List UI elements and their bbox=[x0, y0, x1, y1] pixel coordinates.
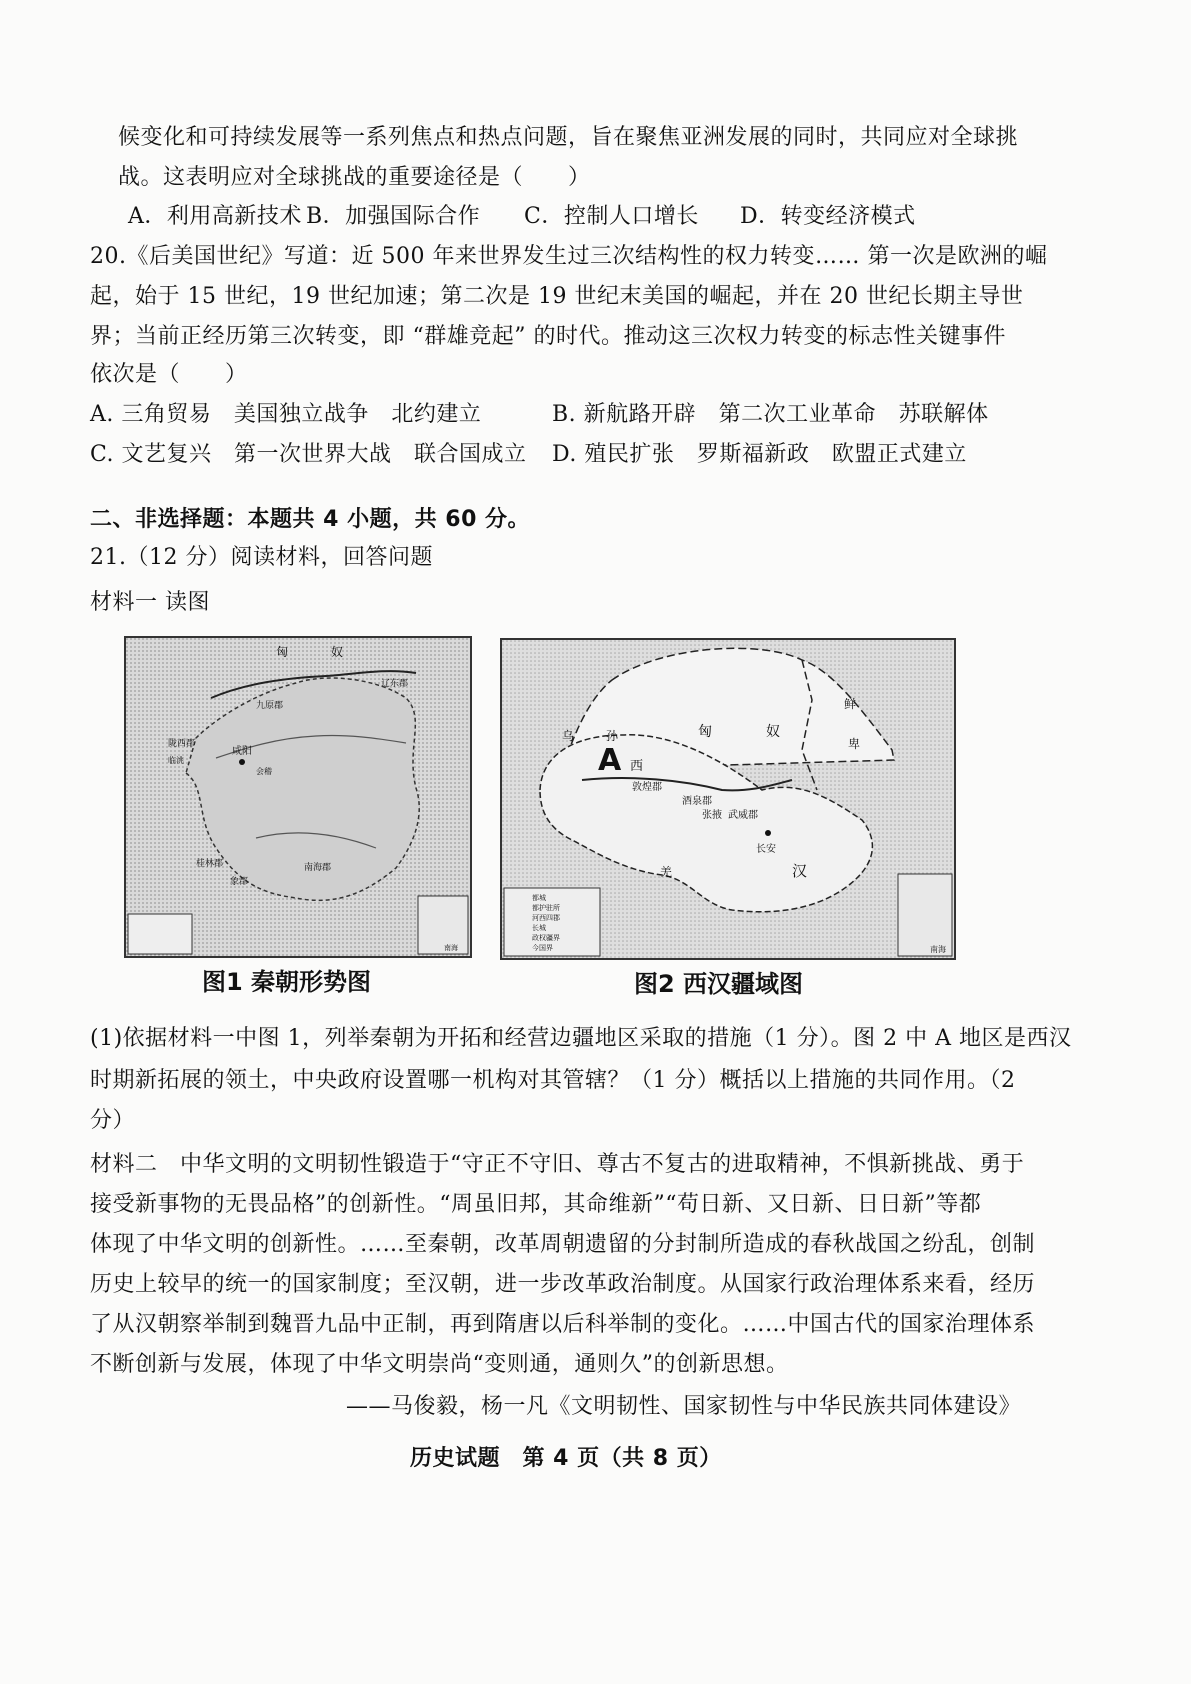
han-label-jiuquan: 酒泉郡 bbox=[682, 796, 712, 807]
han-label-nu: 奴 bbox=[766, 724, 780, 740]
qin-label-nanhai-jun: 南海郡 bbox=[304, 863, 332, 873]
q21-sub1-line-1: (1)依据材料一中图 1，列举秦朝为开拓和经营边疆地区采取的措施（1 分）。图 2 中 A 地区是西汉 bbox=[90, 1026, 1072, 1051]
q20-line-3: 界；当前正经历第三次转变，即 “群雄竞起” 的时代。推动这三次权力转变的标志性关键事件 bbox=[90, 324, 1006, 349]
han-capital-marker bbox=[765, 830, 771, 836]
han-label-a: A bbox=[598, 743, 622, 778]
map-1-caption: 图1 秦朝形势图 bbox=[202, 968, 372, 996]
han-label-nanhai: 南海 bbox=[930, 945, 946, 954]
q19-options bbox=[128, 202, 1028, 232]
material-2-line-3: 体现了中华文明的创新性。……至秦朝，改革周朝遗留的分封制所造成的春秋战国之纷乱，创制 bbox=[90, 1232, 1036, 1257]
map-2-caption: 图2 西汉疆域图 bbox=[634, 970, 804, 998]
q19-option-a: A．利用高新技术 bbox=[128, 204, 302, 229]
qin-label-lintao: 临洮 bbox=[168, 756, 184, 765]
qin-label-liaodong: 辽东郡 bbox=[381, 679, 409, 689]
han-label-bei: 卑 bbox=[848, 737, 861, 751]
han-label-changan: 长安 bbox=[756, 844, 776, 855]
han-label-han: 汉 bbox=[792, 862, 808, 880]
han-legend-modern-border: 今国界 bbox=[532, 944, 553, 952]
han-legend-border: 政权疆界 bbox=[532, 934, 560, 942]
material-2-line-1: 材料二 中华文明的文明韧性锻造于“守正不守旧、尊古不复古的进取精神，不惧新挑战、勇于 bbox=[90, 1152, 1025, 1177]
q20-line-2: 起，始于 15 世纪，19 世纪加速；第二次是 19 世纪末美国的崛起，并在 20 世纪长期主导世 bbox=[90, 284, 1024, 309]
han-label-xian: 鲜 bbox=[844, 697, 857, 711]
qin-label-xiong: 匈 bbox=[276, 645, 289, 659]
han-label-xi: 西 bbox=[630, 759, 644, 774]
han-label-dunhuang: 敦煌郡 bbox=[632, 782, 662, 793]
q20-option-a: A. 三角贸易 美国独立战争 北约建立 bbox=[90, 402, 482, 427]
qin-label-xianyang: 咸阳 bbox=[232, 746, 252, 757]
han-map-inset bbox=[898, 874, 952, 956]
qin-map-inset bbox=[418, 896, 468, 954]
qin-map-legend bbox=[128, 914, 192, 954]
qin-label-guilin: 桂林郡 bbox=[196, 859, 224, 869]
material-2-line-2: 接受新事物的无畏品格”的创新性。“周虽旧邦，其命维新”“苟日新、又日新、日日新”等都 bbox=[90, 1192, 982, 1217]
han-label-wuwei: 武威郡 bbox=[728, 810, 758, 821]
q19-option-d: D．转变经济模式 bbox=[740, 204, 916, 229]
section-heading: 二、非选择题：本题共 4 小题，共 60 分。 bbox=[90, 507, 531, 532]
q19-line-1: 候变化和可持续发展等一系列焦点和热点问题，旨在聚焦亚洲发展的同时，共同应对全球挑 bbox=[118, 125, 1019, 150]
q19-line-2: 战。这表明应对全球挑战的重要途径是（ ） bbox=[118, 165, 591, 190]
qin-label-kuaiji: 会稽 bbox=[256, 767, 272, 776]
qin-label-nanhai: 南海 bbox=[444, 944, 458, 952]
han-legend-hexi: 河西四郡 bbox=[532, 914, 560, 922]
han-legend-capital: 都城 bbox=[532, 894, 546, 902]
western-han-map bbox=[500, 638, 956, 960]
q21-sub1-line-3: 分） bbox=[90, 1108, 136, 1133]
q21-title: 21.（12 分）阅读材料，回答问题 bbox=[90, 545, 433, 570]
qin-dynasty-map bbox=[124, 636, 472, 958]
qin-label-nu: 奴 bbox=[331, 645, 344, 659]
q20-line-1: 20.《后美国世纪》写道：近 500 年来世界发生过三次结构性的权力转变…… 第一次是欧洲的崛 bbox=[90, 244, 1048, 269]
han-legend-protectorate: 都护驻所 bbox=[532, 904, 560, 912]
page-footer: 历史试题 第 4 页（共 8 页） bbox=[410, 1446, 722, 1471]
q20-option-c: C. 文艺复兴 第一次世界大战 联合国成立 bbox=[90, 442, 527, 467]
material-2-line-4: 历史上较早的统一的国家制度；至汉朝，进一步改革政治制度。从国家行政治理体系来看，经历 bbox=[90, 1272, 1036, 1297]
han-label-sun: 孙 bbox=[606, 729, 619, 743]
q19-option-c: C．控制人口增长 bbox=[524, 204, 699, 229]
han-label-wu: 乌 bbox=[562, 729, 575, 743]
han-label-zhangye: 张掖 bbox=[702, 810, 722, 821]
material-2-line-5: 了从汉朝察举制到魏晋九品中正制，再到隋唐以后科举制的变化。……中国古代的国家治理体系 bbox=[90, 1312, 1036, 1337]
han-label-xiong: 匈 bbox=[698, 724, 712, 740]
qin-label-longxi: 陇西郡 bbox=[168, 739, 196, 749]
han-legend-wall: 长城 bbox=[532, 924, 546, 932]
han-label-qiang: 羌 bbox=[660, 865, 673, 879]
q20-option-b: B. 新航路开辟 第二次工业革命 苏联解体 bbox=[552, 402, 989, 427]
material-2-line-6: 不断创新与发展，体现了中华文明崇尚“变则通，通则久”的创新思想。 bbox=[90, 1352, 789, 1377]
qin-label-jiuyuan: 九原郡 bbox=[256, 701, 284, 711]
q20-option-d: D. 殖民扩张 罗斯福新政 欧盟正式建立 bbox=[552, 442, 967, 467]
q20-line-4: 依次是（ ） bbox=[90, 362, 248, 387]
qin-label-xiang: 象郡 bbox=[230, 877, 249, 887]
q21-sub1-line-2: 时期新拓展的领土，中央政府设置哪一机构对其管辖？（1 分）概括以上措施的共同作用。（2 bbox=[90, 1068, 1016, 1093]
material-1-label: 材料一 读图 bbox=[90, 590, 210, 615]
qin-capital-marker bbox=[239, 759, 245, 765]
material-2-source: ——马俊毅，杨一凡《文明韧性、国家韧性与中华民族共同体建设》 bbox=[345, 1394, 1021, 1419]
q19-option-b: B．加强国际合作 bbox=[306, 204, 481, 229]
